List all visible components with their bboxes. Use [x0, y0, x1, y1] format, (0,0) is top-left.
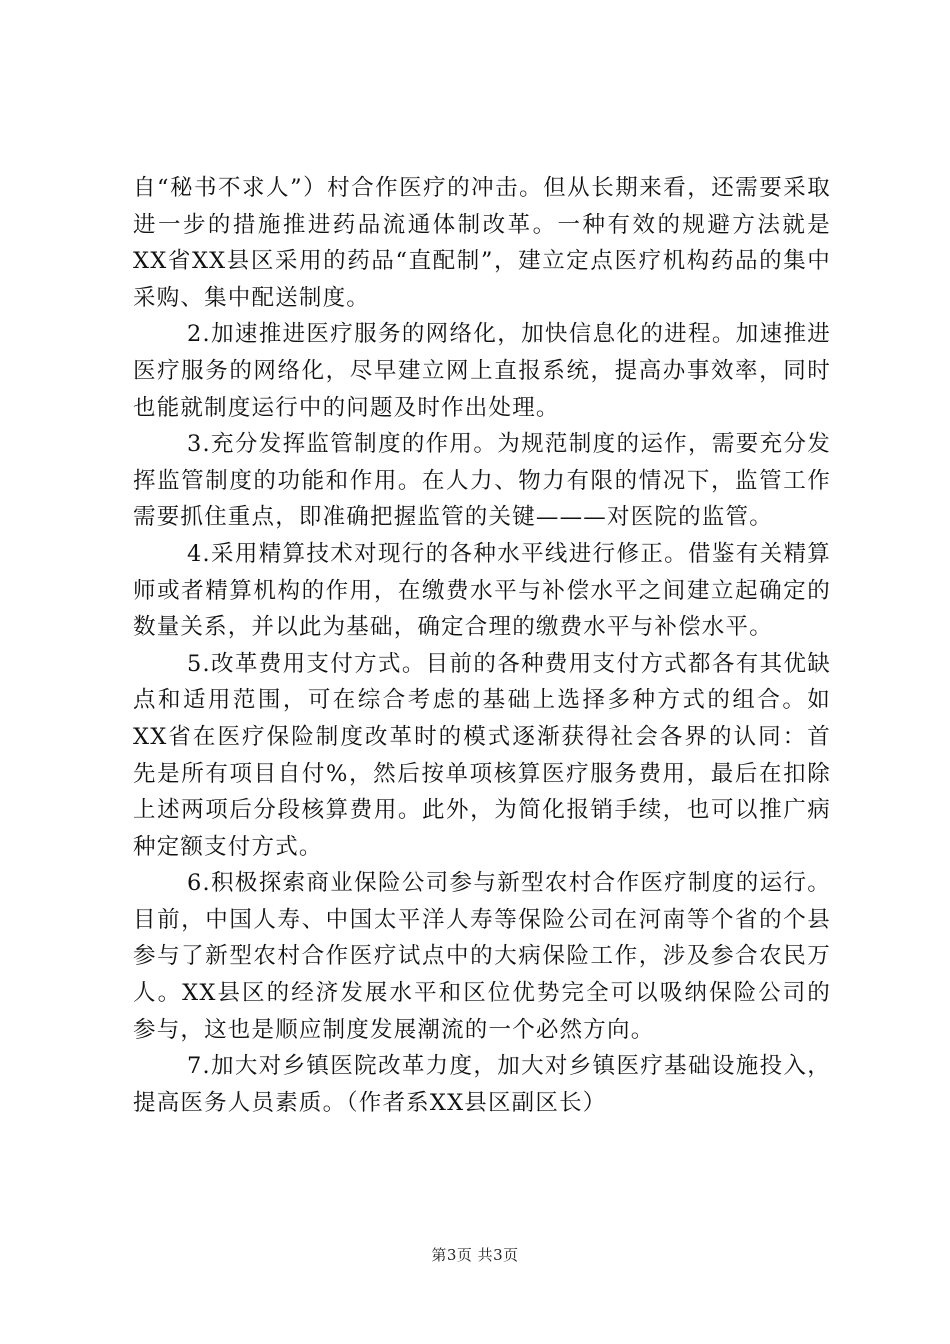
paragraph-item-7: 7.加大对乡镇医院改革力度，加大对乡镇医疗基础设施投入，提高医务人员素质。（作者系XX县区副区长） — [133, 1053, 831, 1116]
document-body — [133, 170, 831, 1121]
paragraph-item-6: 6.积极探索商业保险公司参与新型农村合作医疗制度的运行。目前，中国人寿、中国太平洋人寿等保险公司在河南等个省的个县参与了新型农村合作医疗试点中的大病保险工作，涉及参合农民万人。XX县区的经济发展水平和区位优势完全可以吸纳保险公司的参与，这也是顺应制度发展潮流的一个必然方向。 — [133, 870, 831, 1043]
paragraph-item-2: 2.加速推进医疗服务的网络化，加快信息化的进程。加速推进医疗服务的网络化，尽早建立网上直报系统，提高办事效率，同时也能就制度运行中的问题及时作出处理。 — [133, 321, 831, 421]
paragraph-item-4: 4.采用精算技术对现行的各种水平线进行修正。借鉴有关精算师或者精算机构的作用，在缴费水平与补偿水平之间建立起确定的数量关系，并以此为基础，确定合理的缴费水平与补偿水平。 — [133, 540, 831, 641]
page-number-footer: 第3页 共3页 — [431, 1246, 519, 1264]
paragraph-item-5: 5.改革费用支付方式。目前的各种费用支付方式都各有其优缺点和适用范围，可在综合考虑的基础上选择多种方式的组合。如XX省在医疗保险制度改革时的模式逐渐获得社会各界的认同：首先是所有项目自付%，然后按单项核算医疗服务费用，最后在扣除上述两项后分段核算费用。此外，为简化报销手续，也可以推广病种定额支付方式。 — [133, 650, 831, 860]
paragraph-continuation: 自“秘书不求人”）村合作医疗的冲击。但从长期来看，还需要采取进一步的措施推进药品流通体制改革。一种有效的规避方法就是XX省XX县区采用的药品“直配制”，建立定点医疗机构药品的集中采购、集中配送制度。 — [133, 175, 831, 311]
paragraph-item-3: 3.充分发挥监管制度的作用。为规范制度的运作，需要充分发挥监管制度的功能和作用。在人力、物力有限的情况下，监管工作需要抓住重点，即准确把握监管的关键———对医院的监管。 — [133, 431, 831, 531]
